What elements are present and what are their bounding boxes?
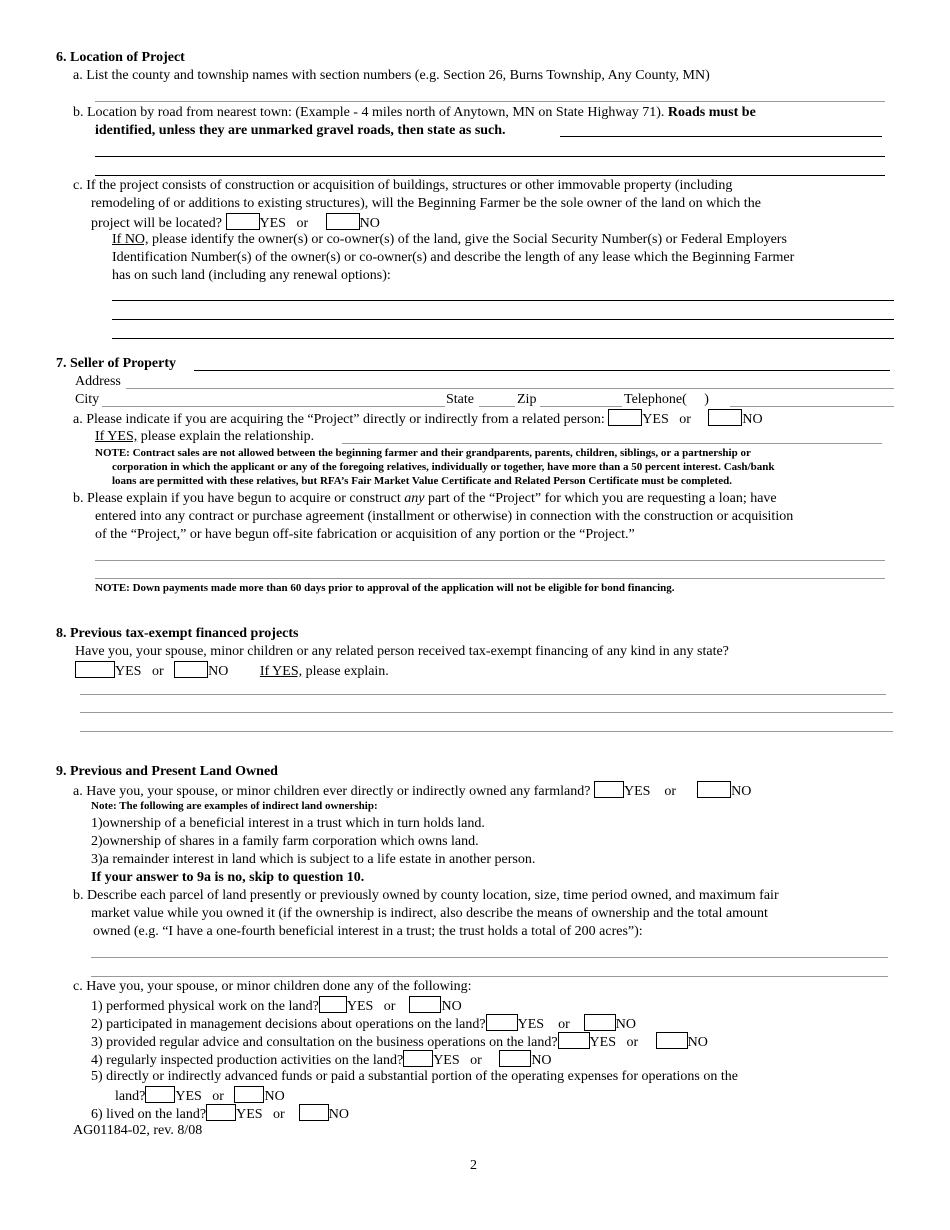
- s6-c-yes-checkbox[interactable]: [226, 213, 260, 230]
- s7-b-text-1: b. Please explain if you have begun to acquire or construct any part of the “Project” for which you are requesting a loan; have: [73, 491, 777, 506]
- s9-c5-yes-checkbox[interactable]: [145, 1086, 175, 1103]
- s9-example-3: 3)a remainder interest in land which is subject to a life estate in another person.: [91, 852, 536, 867]
- s6-b-text-2: identified, unless they are unmarked gravel roads, then state as such.: [95, 123, 506, 138]
- s6-c-no-checkbox[interactable]: [326, 213, 360, 230]
- s9-b-text-1: b. Describe each parcel of land presently or previously owned by county location, size, time period owned, and maximum fair: [73, 888, 779, 903]
- s9-b-text-3: owned (e.g. “I have a one-fourth beneficial interest in a trust; the trust holds a total of 200 acres”):: [93, 924, 643, 939]
- zip-line[interactable]: [540, 406, 622, 407]
- s9-c-item-1: 1) performed physical work on the land? YES or NO: [91, 996, 462, 1016]
- s9-b-answer-line-2[interactable]: [91, 976, 888, 977]
- s9-c-item-4: 4) regularly inspected production activities on the land? YES or NO: [91, 1050, 552, 1070]
- state-line[interactable]: [479, 406, 515, 407]
- s6-c-answer-line-3[interactable]: [112, 338, 894, 339]
- s9-example-1: 1)ownership of a beneficial interest in a trust which in turn holds land.: [91, 816, 485, 831]
- s9-b-answer-line-1[interactable]: [91, 957, 888, 958]
- s8-answer-line-1[interactable]: [80, 694, 886, 695]
- s8-question: Have you, your spouse, minor children or any related person received tax-exempt financing of any kind in any state?: [75, 644, 729, 659]
- s9-c-text: c. Have you, your spouse, or minor children done any of the following:: [73, 979, 472, 994]
- page-number: 2: [470, 1158, 477, 1173]
- s7-note-line-1: NOTE: Contract sales are not allowed between the beginning farmer and their grandparents, parents, children, siblings, or a partnership or: [95, 447, 751, 459]
- s6-c-text-1: c. If the project consists of construction or acquisition of buildings, structures or other immovable property (including: [73, 178, 733, 193]
- s7-b-text-3: of the “Project,” or have begun off-site fabrication or acquisition of any portion or the “Project.”: [95, 527, 635, 542]
- s7-note-down-payments: NOTE: Down payments made more than 60 days prior to approval of the application will not be eligible for bond financing.: [95, 582, 675, 594]
- address-line[interactable]: [126, 388, 894, 389]
- s6-a-text: a. List the county and township names with section numbers (e.g. Section 26, Burns Township, Any County, MN): [73, 68, 710, 83]
- s7-a-no-checkbox[interactable]: [708, 409, 742, 426]
- s6-c-ifno-text-3: has on such land (including any renewal options):: [112, 268, 391, 283]
- s9-c6-yes-checkbox[interactable]: [206, 1104, 236, 1121]
- s6-a-answer-line[interactable]: [95, 101, 885, 102]
- s9-a-yes-checkbox[interactable]: [594, 781, 624, 798]
- s8-answer-row: YES or NO If YES, please explain.: [75, 661, 389, 681]
- s7-a-yes-checkbox[interactable]: [608, 409, 642, 426]
- s7-b-answer-line-2[interactable]: [95, 578, 885, 579]
- s9-c3-no-checkbox[interactable]: [656, 1032, 688, 1049]
- s6-c-answer-line-1[interactable]: [112, 300, 894, 301]
- s8-ifyes-text: If YES, please explain.: [259, 664, 389, 679]
- s8-answer-line-3[interactable]: [80, 731, 893, 732]
- s7-b-answer-line-1[interactable]: [95, 560, 885, 561]
- s9-c3-yes-checkbox[interactable]: [558, 1032, 590, 1049]
- s6-c-answer-line-2[interactable]: [112, 319, 894, 320]
- s9-c1-no-checkbox[interactable]: [409, 996, 441, 1013]
- zip-label: Zip: [517, 392, 537, 407]
- section-9-title: 9. Previous and Present Land Owned: [56, 764, 278, 779]
- city-line[interactable]: [102, 406, 445, 407]
- s9-c6-no-checkbox[interactable]: [299, 1104, 329, 1121]
- section-8-title: 8. Previous tax-exempt financed projects: [56, 626, 299, 641]
- s9-b-text-2: market value while you owned it (if the ownership is indirect, also describe the means of ownership and the total amount: [91, 906, 768, 921]
- s9-c-item-5: 5) directly or indirectly advanced funds or paid a substantial portion of the operating expenses for operations on the: [91, 1069, 738, 1084]
- section-6-title: 6. Location of Project: [56, 50, 185, 65]
- telephone-line[interactable]: [730, 406, 894, 407]
- section-7-title: 7. Seller of Property: [56, 356, 177, 371]
- s6-c-text-2: remodeling of or additions to existing structures), will the Beginning Farmer be the sole owner of the land on which the: [91, 196, 761, 211]
- s9-example-2: 2)ownership of shares in a family farm corporation which owns land.: [91, 834, 479, 849]
- s9-c-item-3: 3) provided regular advice and consultation on the business operations on the land? YES or NO: [91, 1032, 708, 1052]
- s9-c-item-6: 6) lived on the land? YES or NO: [91, 1104, 349, 1124]
- s9-c4-no-checkbox[interactable]: [499, 1050, 531, 1067]
- s8-answer-line-2[interactable]: [80, 712, 893, 713]
- s6-c-question: project will be located? YES or NO: [91, 213, 380, 233]
- s9-c-item-2: 2) participated in management decisions about operations on the land? YES or NO: [91, 1014, 636, 1034]
- s9-c2-yes-checkbox[interactable]: [486, 1014, 518, 1031]
- s9-note: Note: The following are examples of indirect land ownership:: [91, 800, 378, 812]
- s7-a-question: a. Please indicate if you are acquiring the “Project” directly or indirectly from a related person: YES or NO: [73, 409, 763, 429]
- state-label: State: [446, 392, 474, 407]
- relationship-line[interactable]: [342, 443, 882, 444]
- s6-b-answer-line-2[interactable]: [95, 156, 885, 157]
- s6-b-answer-line-1[interactable]: [560, 136, 882, 137]
- s9-c-item-5-cont: land? YES or NO: [115, 1086, 285, 1106]
- city-label: City: [75, 392, 100, 407]
- form-id: AG01184-02, rev. 8/08: [73, 1123, 203, 1138]
- address-label: Address: [75, 374, 121, 389]
- s8-no-checkbox[interactable]: [174, 661, 208, 678]
- telephone-label: Telephone( ): [624, 392, 709, 407]
- s7-a-ifyes-text: If YES, please explain the relationship.: [95, 429, 315, 444]
- s6-c-ifno-text: If NO, please identify the owner(s) or co-owner(s) of the land, give the Social Security Number(s) or Federal Employers: [112, 232, 787, 247]
- s9-a-question: a. Have you, your spouse, or minor children ever directly or indirectly owned any farmland? YES or NO: [73, 781, 751, 801]
- s7-note-line-3: loans are permitted with these relatives, but RFA’s Fair Market Value Certificate and Related Person Certificate must be completed.: [112, 475, 732, 487]
- seller-name-line[interactable]: [194, 370, 890, 371]
- s7-b-text-2: entered into any contract or purchase agreement (installment or otherwise) in connection with the construction or acquisition: [95, 509, 794, 524]
- s9-c2-no-checkbox[interactable]: [584, 1014, 616, 1031]
- s8-yes-checkbox[interactable]: [75, 661, 115, 678]
- s9-a-no-checkbox[interactable]: [697, 781, 731, 798]
- s6-c-ifno-text-2: Identification Number(s) of the owner(s) or co-owner(s) and describe the length of any lease which the Beginning Farmer: [112, 250, 795, 265]
- s6-b-answer-line-3[interactable]: [95, 175, 885, 176]
- s7-note-line-2: corporation in which the applicant or any of the foregoing relatives, individually or together, have more than a 50 percent interest. Cash/bank: [112, 461, 775, 473]
- s9-skip-instruction: If your answer to 9a is no, skip to question 10.: [91, 870, 365, 885]
- s9-c1-yes-checkbox[interactable]: [319, 996, 347, 1013]
- s9-c5-no-checkbox[interactable]: [234, 1086, 264, 1103]
- s9-c4-yes-checkbox[interactable]: [403, 1050, 433, 1067]
- s6-b-text: b. Location by road from nearest town: (Example - 4 miles north of Anytown, MN on State Highway 71). Roads must be: [73, 105, 756, 120]
